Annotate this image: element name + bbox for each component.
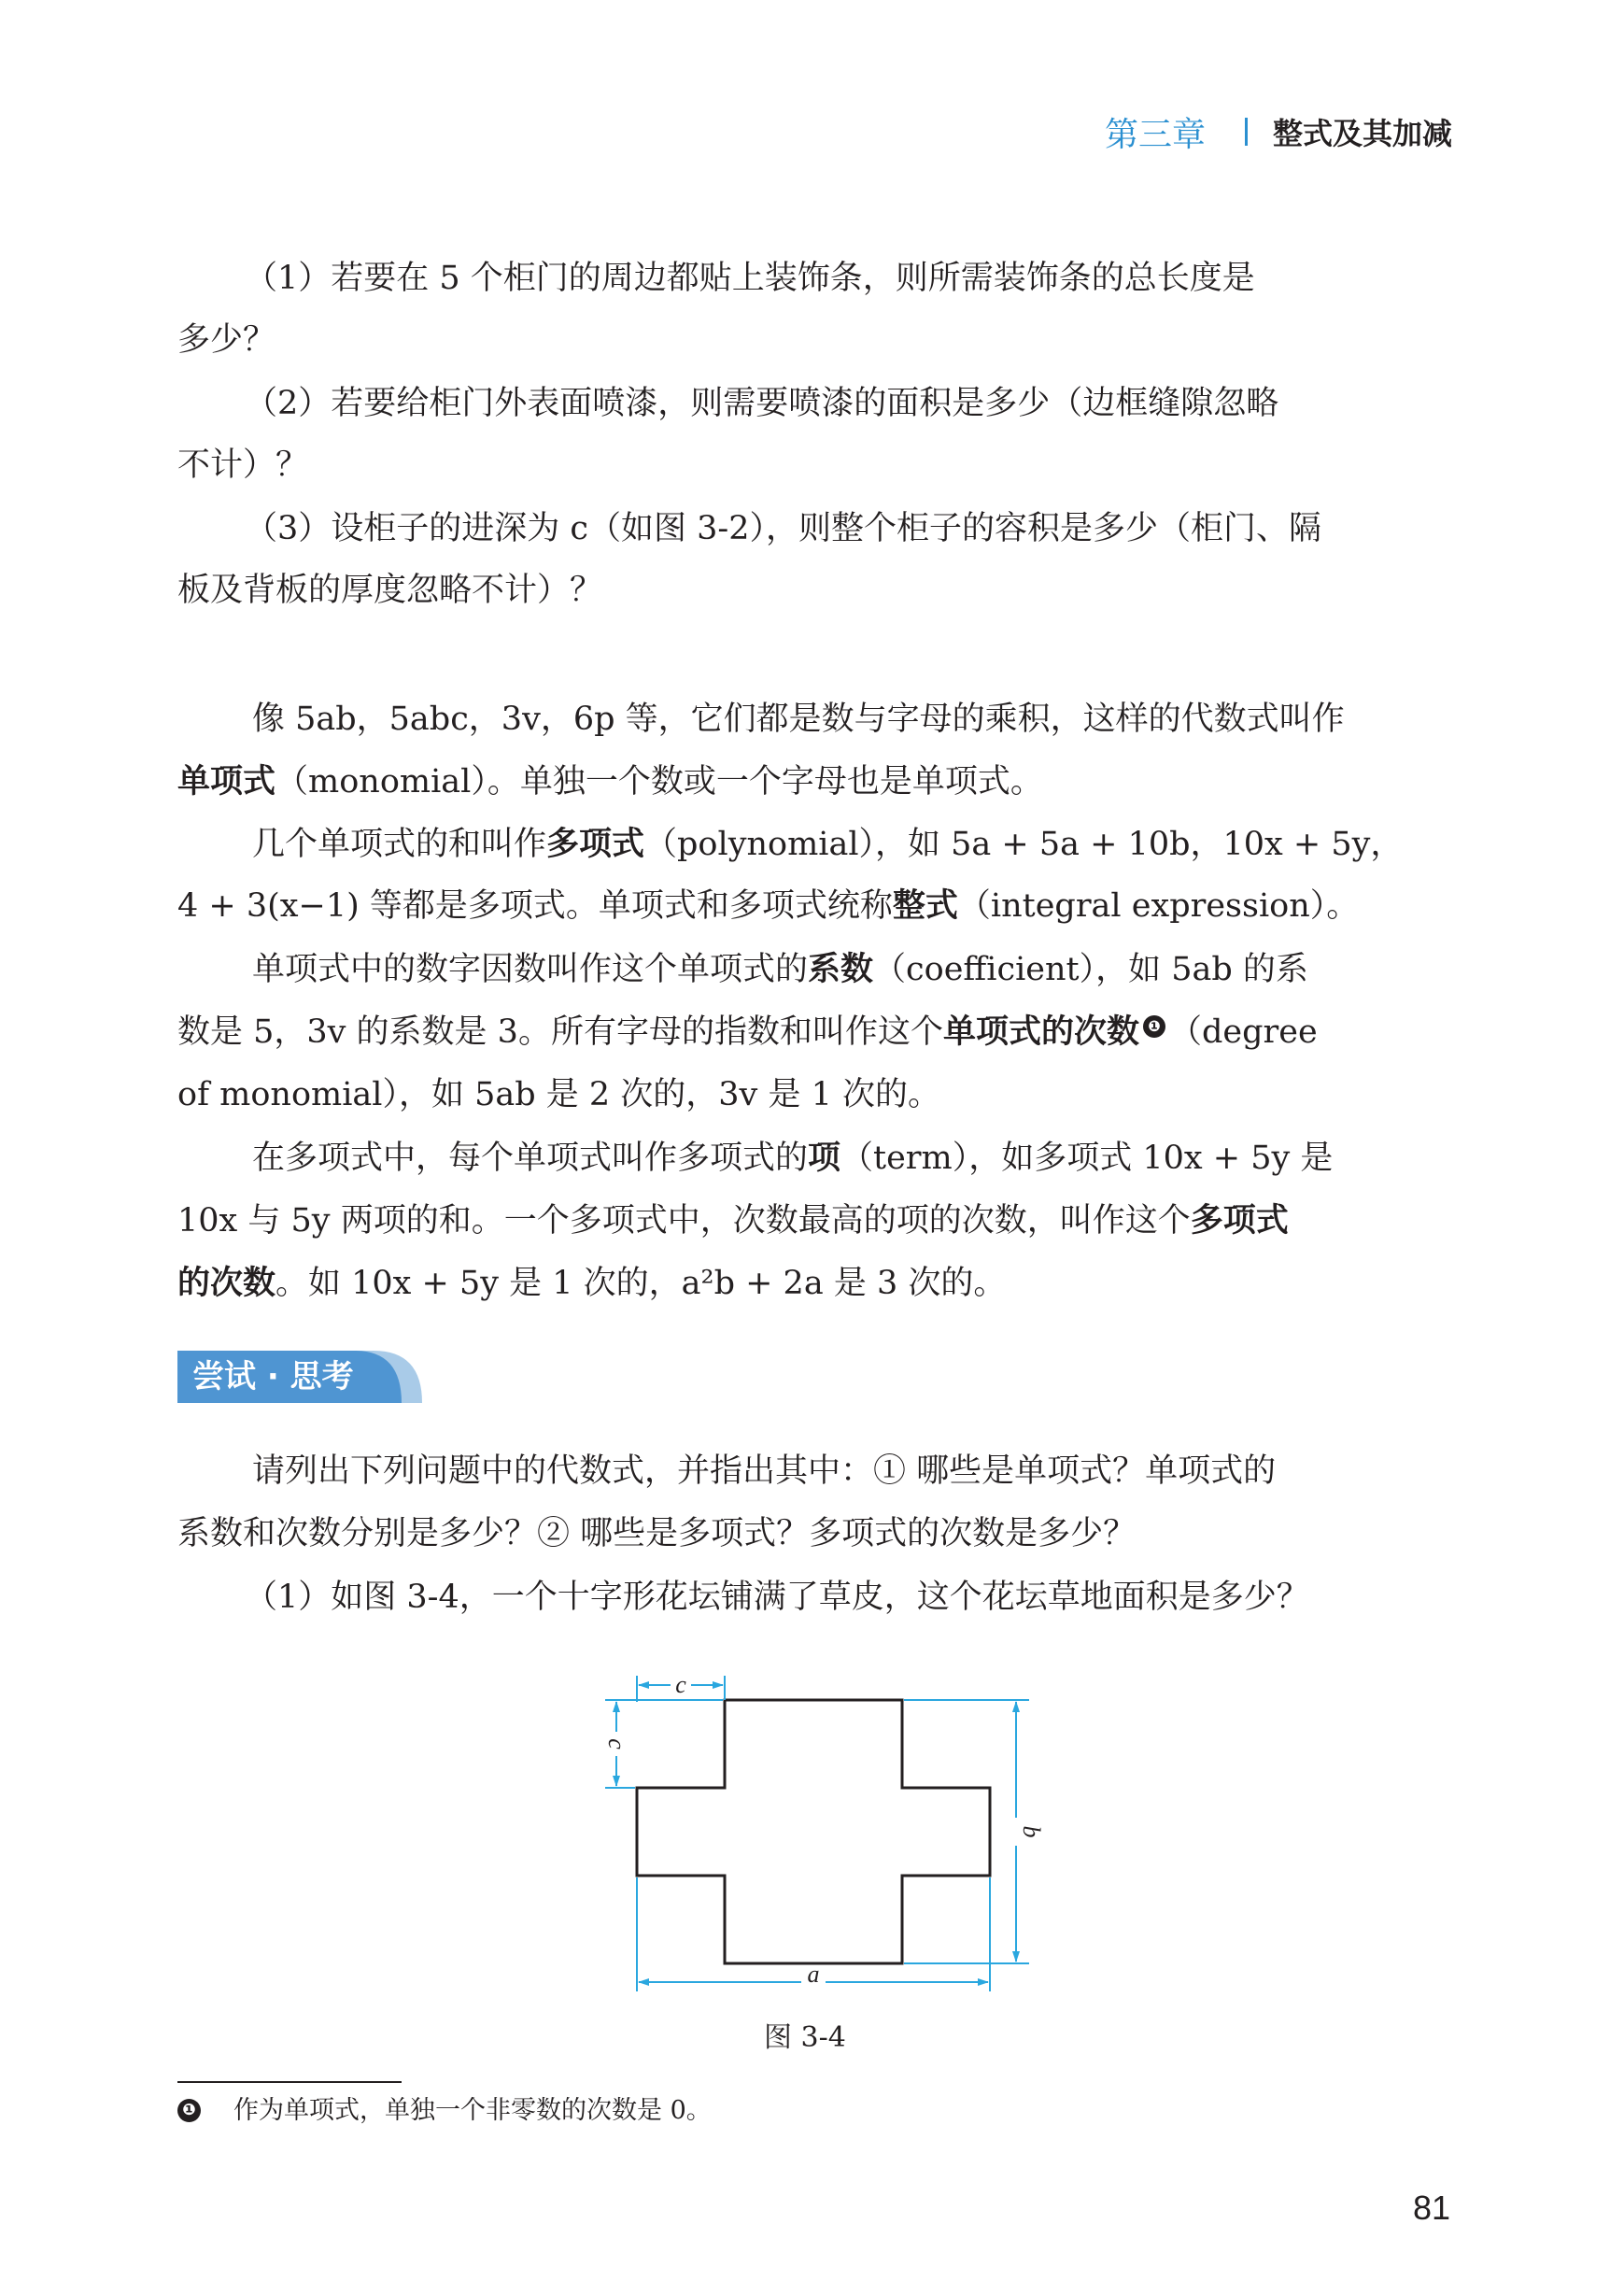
term-monomial: 单项式 — [177, 763, 276, 800]
definition-polynomial-line-1: 几个单项式的和叫作多项式（polynomial），如 5a + 5a + 10b，10x + 5y， — [252, 826, 1404, 863]
definition-term-line-2: 10x 与 5y 两项的和。一个多项式中，次数最高的项的次数，叫作这个多项式 — [177, 1202, 1289, 1240]
term-degree-of-monomial: 单项式的次数 — [942, 1013, 1139, 1051]
exercise-line-1: 请列出下列问题中的代数式，并指出其中：① 哪些是单项式？单项式的 — [252, 1452, 1277, 1490]
definition-polynomial-line-2: 4 + 3(x−1) 等都是多项式。单项式和多项式统称整式（integral expression）。 — [177, 887, 1360, 925]
term-degree-of-polynomial-b: 的次数 — [177, 1265, 276, 1302]
definition-term-line-1: 在多项式中，每个单项式叫作多项式的项（term），如多项式 10x + 5y 是 — [252, 1140, 1334, 1177]
question-2-line-2: 不计）？ — [177, 446, 309, 484]
term-term: 项 — [808, 1140, 841, 1177]
term-polynomial: 多项式 — [546, 826, 645, 863]
footnote-text: 作为单项式，单独一个非零数的次数是 0。 — [233, 2096, 712, 2125]
section-title: 尝试 · 思考 — [192, 1358, 354, 1395]
exercise-line-3: （1）如图 3-4，一个十字形花坛铺满了草皮，这个花坛草地面积是多少？ — [245, 1579, 1309, 1616]
exercise-line-2: 系数和次数分别是多少？② 哪些是多项式？多项式的次数是多少？ — [177, 1515, 1137, 1552]
definition-coefficient-line-1: 单项式中的数字因数叫作这个单项式的系数（coefficient），如 5ab 的系 — [252, 951, 1308, 988]
cross-flowerbed-figure — [598, 1663, 1046, 2018]
label-a: a — [807, 1961, 820, 1988]
question-3-line-1: （3）设柜子的进深为 c（如图 3-2），则整个柜子的容积是多少（柜门、隔 — [245, 510, 1321, 547]
footnote-rule — [177, 2081, 402, 2083]
term-coefficient: 系数 — [808, 951, 874, 988]
footnote-marker[interactable]: ❶ — [1143, 1015, 1165, 1038]
label-c-left: c — [603, 1738, 630, 1750]
label-c-top: c — [675, 1671, 686, 1698]
question-1-line-1: （1）若要在 5 个柜门的周边都贴上装饰条，则所需装饰条的总长度是 — [245, 260, 1255, 297]
definition-term-line-3: 的次数。如 10x + 5y 是 1 次的，a²b + 2a 是 3 次的。 — [177, 1265, 1007, 1302]
term-degree-of-polynomial-a: 多项式 — [1190, 1202, 1289, 1240]
footnote-mark: ❶ — [177, 2099, 201, 2122]
definition-degree-line-3: of monomial），如 5ab 是 2 次的，3v 是 1 次的。 — [177, 1076, 940, 1113]
figure-caption: 图 3-4 — [764, 2021, 846, 2054]
definition-degree-line-2: 数是 5，3v 的系数是 3。所有字母的指数和叫作这个单项式的次数 ❶ （degree — [177, 1013, 1318, 1051]
label-b: b — [1018, 1825, 1045, 1838]
chapter-title: 整式及其加减 — [1273, 116, 1453, 151]
question-1-line-2: 多少？ — [177, 321, 276, 359]
term-integral-expression: 整式 — [892, 887, 958, 925]
header-divider — [1245, 118, 1248, 146]
cross-shape — [637, 1700, 990, 1963]
page-number: 81 — [1413, 2189, 1451, 2227]
definition-monomial-line-2: 单项式（monomial）。单独一个数或一个字母也是单项式。 — [177, 763, 1043, 800]
question-3-line-2: 板及背板的厚度忽略不计）？ — [177, 572, 603, 609]
question-2-line-1: （2）若要给柜门外表面喷漆，则需要喷漆的面积是多少（边框缝隙忽略 — [245, 385, 1279, 422]
chapter-label: 第三章 — [1105, 116, 1207, 154]
definition-monomial-line-1: 像 5ab，5abc，3v，6p 等，它们都是数与字母的乘积，这样的代数式叫作 — [252, 701, 1345, 738]
